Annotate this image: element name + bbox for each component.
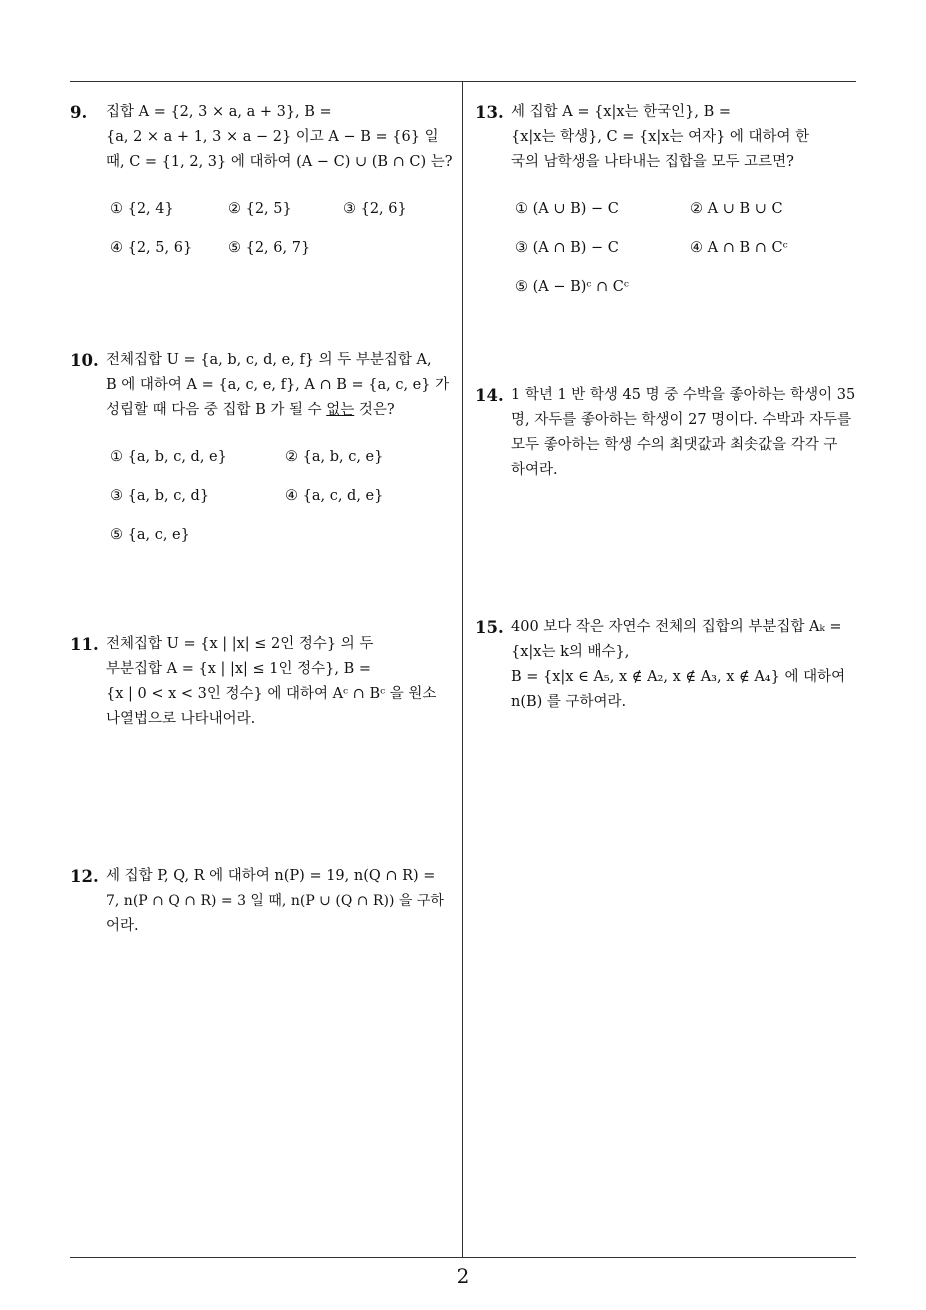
column-divider	[462, 81, 463, 1258]
problem-number: 9.	[70, 103, 88, 122]
problem-stem	[106, 348, 454, 423]
problem-stem	[106, 632, 454, 732]
stem-text: 것은?	[354, 402, 395, 418]
problem-stem	[511, 615, 859, 715]
stem-line: {x|x는 k의 배수},	[511, 644, 630, 660]
stem-line: 7, n(P ∩ Q ∩ R) = 3 일 때, n(P ∪ (Q ∩ R)) 을 구하	[106, 893, 444, 909]
choice-2[interactable]: ② {2, 5}	[228, 201, 292, 217]
stem-line: 1 학년 1 반 학생 45 명 중 수박을 좋아하는 학생이 35	[511, 387, 856, 403]
choice-5[interactable]: ⑤ (A − B)ᶜ ∩ Cᶜ	[515, 279, 629, 295]
bottom-rule	[70, 1257, 856, 1258]
problem-number: 10.	[70, 351, 99, 370]
problem-10	[70, 348, 454, 565]
choice-1[interactable]: ① {a, b, c, d, e}	[110, 449, 227, 465]
choice-3[interactable]: ③ {a, b, c, d}	[110, 488, 210, 504]
problem-stem	[511, 100, 859, 175]
choice-3[interactable]: ③ {2, 6}	[343, 201, 407, 217]
choice-3[interactable]: ③ (A ∩ B) − C	[515, 240, 619, 256]
choice-4[interactable]: ④ {2, 5, 6}	[110, 240, 193, 256]
top-rule	[70, 81, 856, 82]
choice-5[interactable]: ⑤ {a, c, e}	[110, 527, 190, 543]
stem-text: 성립할 때 다음 중 집합 B 가 될 수	[106, 402, 327, 418]
stem-line: 국의 남학생을 나타내는 집합을 모두 고르면?	[511, 154, 794, 170]
problem-stem	[511, 383, 859, 483]
problem-15	[475, 615, 859, 715]
answer-choices	[110, 445, 454, 565]
problem-stem	[106, 864, 454, 939]
stem-line: {x|x는 학생}, C = {x|x는 여자} 에 대하여 한	[511, 129, 810, 145]
stem-line: 나열법으로 나타내어라.	[106, 711, 256, 727]
problem-11	[70, 632, 454, 732]
stem-line: 모두 좋아하는 학생 수의 최댓값과 최솟값을 각각 구	[511, 437, 838, 453]
problem-number: 15.	[475, 618, 504, 637]
problem-number: 11.	[70, 635, 99, 654]
stem-line: B 에 대하여 A = {a, c, e, f}, A ∩ B = {a, c, e} 가	[106, 377, 450, 393]
problem-number: 14.	[475, 386, 504, 405]
answer-choices	[515, 197, 859, 317]
choice-4[interactable]: ④ {a, c, d, e}	[285, 488, 384, 504]
stem-line: 세 집합 A = {x|x는 한국인}, B =	[511, 104, 732, 120]
stem-line: {x | 0 < x < 3인 정수} 에 대하여 Aᶜ ∩ Bᶜ 을 원소	[106, 686, 437, 702]
stem-line: B = {x|x ∈ A₅, x ∉ A₂, x ∉ A₃, x ∉ A₄} 에 대하여	[511, 669, 846, 685]
stem-line: 부분집합 A = {x | |x| ≤ 1인 정수}, B =	[106, 661, 372, 677]
answer-choices	[110, 197, 454, 277]
problem-9	[70, 100, 454, 277]
page-number: 2	[456, 1264, 470, 1288]
stem-line: 때, C = {1, 2, 3} 에 대하여 (A − C) ∪ (B ∩ C) 는?	[106, 154, 453, 170]
stem-line: 집합 A = {2, 3 × a, a + 3}, B =	[106, 104, 332, 120]
choice-1[interactable]: ① (A ∪ B) − C	[515, 201, 619, 217]
stem-line: {a, 2 × a + 1, 3 × a − 2} 이고 A − B = {6} 일	[106, 129, 439, 145]
choice-5[interactable]: ⑤ {2, 6, 7}	[228, 240, 311, 256]
stem-line: 세 집합 P, Q, R 에 대하여 n(P) = 19, n(Q ∩ R) =	[106, 868, 436, 884]
choice-1[interactable]: ① {2, 4}	[110, 201, 174, 217]
stem-line: 하여라.	[511, 462, 558, 478]
stem-line: 전체집합 U = {a, b, c, d, e, f} 의 두 부분집합 A,	[106, 352, 432, 368]
problem-number: 13.	[475, 103, 504, 122]
choice-2[interactable]: ② {a, b, c, e}	[285, 449, 384, 465]
choice-2[interactable]: ② A ∪ B ∪ C	[690, 201, 783, 217]
stem-line: 명, 자두를 좋아하는 학생이 27 명이다. 수박과 자두를	[511, 412, 852, 428]
problem-14	[475, 383, 859, 483]
stem-line: 400 보다 작은 자연수 전체의 집합의 부분집합 Aₖ =	[511, 619, 842, 635]
problem-stem	[106, 100, 454, 175]
stem-line: 어라.	[106, 918, 139, 934]
problem-number: 12.	[70, 867, 99, 886]
problem-13	[475, 100, 859, 317]
stem-line: n(B) 를 구하여라.	[511, 694, 627, 710]
stem-line: 전체집합 U = {x | |x| ≤ 2인 정수} 의 두	[106, 636, 374, 652]
problem-12	[70, 864, 454, 939]
choice-4[interactable]: ④ A ∩ B ∩ Cᶜ	[690, 240, 788, 256]
emphasis-underline: 없는	[326, 402, 355, 418]
stem-line	[106, 398, 454, 423]
